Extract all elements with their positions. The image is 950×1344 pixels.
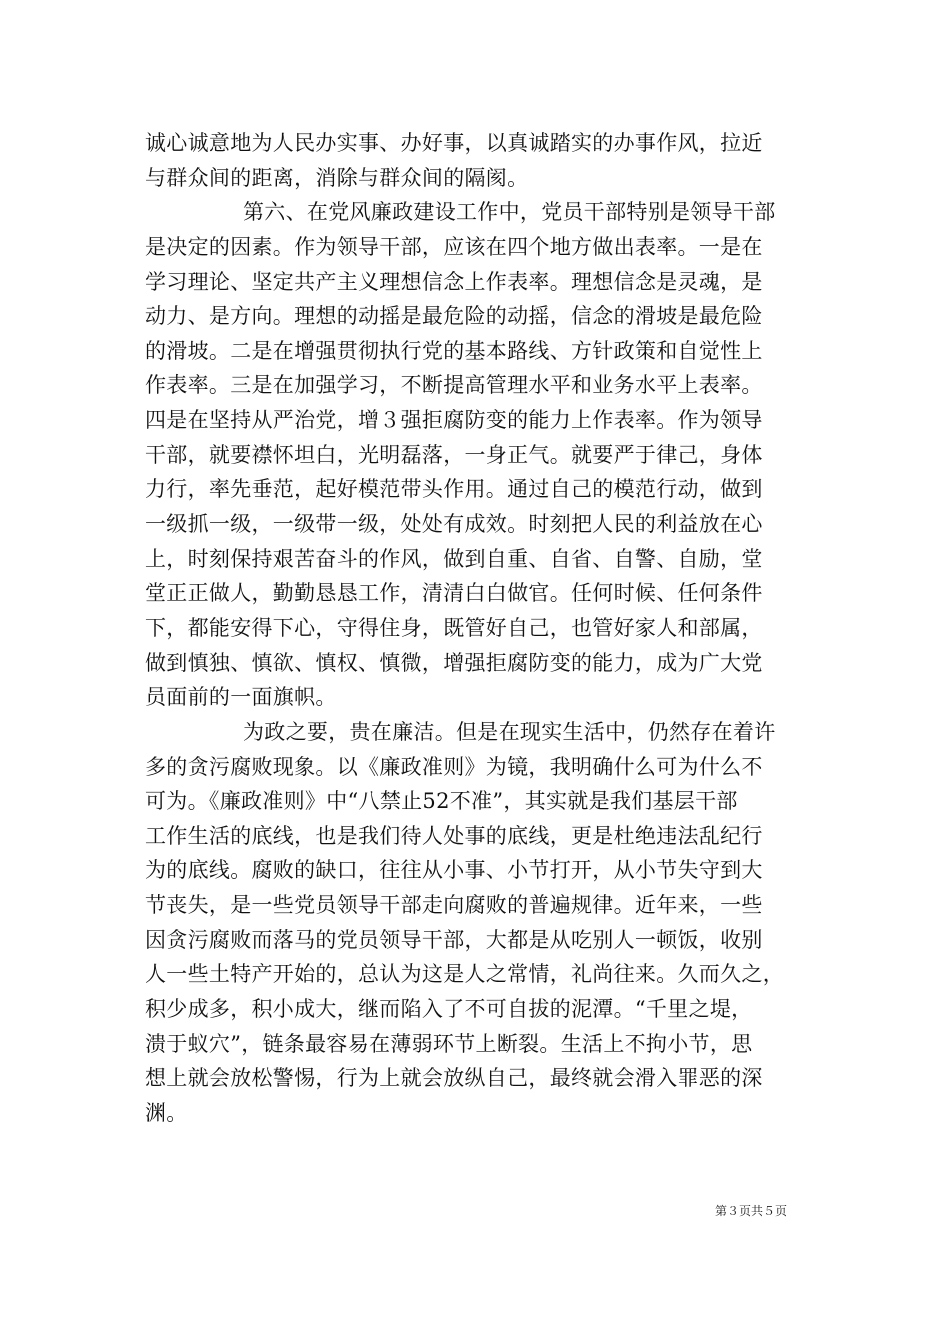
- text-line: 的滑坡。二是在增强贯彻执行党的基本路线、方针政策和自觉性上: [145, 338, 763, 363]
- text-line: 积少成多，积小成大，继而陷入了不可自拔的泥潭。“千里之堤，: [145, 997, 753, 1022]
- text-line: 一级抓一级，一级带一级，处处有成效。时刻把人民的利益放在心: [145, 512, 763, 537]
- text-line: 诚心诚意地为人民办实事、办好事，以真诚踏实的办事作风，拉近: [145, 131, 763, 155]
- text-line: 作表率。三是在加强学习，不断提高管理水平和业务水平上表率。: [145, 373, 763, 398]
- text-line: 工作生活的底线，也是我们待人处事的底线，更是杜绝违法乱纪行: [145, 823, 763, 848]
- body-text: [145, 126, 805, 1131]
- text-line: 做到慎独、慎欲、慎权、慎微，增强拒腐防变的能力，成为广大党: [145, 650, 763, 675]
- text-line: 溃于蚁穴”，链条最容易在薄弱环节上断裂。生活上不拘小节，思: [145, 1031, 753, 1056]
- text-line: 多的贪污腐败现象。以《廉政准则》为镜，我明确什么可为什么不: [145, 754, 763, 779]
- text-line: 人一些土特产开始的，总认为这是人之常情，礼尚往来。久而久之，: [145, 962, 784, 987]
- text-line: 学习理论、坚定共产主义理想信念上作表率。理想信念是灵魂，是: [145, 269, 763, 294]
- text-line: 动力、是方向。理想的动摇是最危险的动摇，信念的滑坡是最危险: [145, 304, 763, 329]
- text-line: 员面前的一面旗帜。: [145, 685, 337, 710]
- text-line: 干部，就要襟怀坦白，光明磊落，一身正气。就要严于律己，身体: [145, 442, 763, 467]
- text-line: 因贪污腐败而落马的党员领导干部，大都是从吃别人一顿饭，收别: [145, 927, 763, 952]
- text-line: 四是在坚持从严治党，增３强拒腐防变的能力上作表率。作为领导: [145, 408, 763, 433]
- page-number-footer: 第３页共５页: [715, 1204, 788, 1218]
- text-line: 与群众间的距离，消除与群众间的隔阂。: [145, 165, 529, 190]
- text-line: 力行，率先垂范，起好模范带头作用。通过自己的模范行动，做到: [145, 477, 763, 502]
- text-line: 上，时刻保持艰苦奋斗的作风，做到自重、自省、自警、自励，堂: [145, 546, 763, 571]
- text-line: 是决定的因素。作为领导干部，应该在四个地方做出表率。一是在: [145, 234, 763, 259]
- text-line: 堂正正做人，勤勤恳恳工作，清清白白做官。任何时候、任何条件: [145, 581, 763, 606]
- text-line: 想上就会放松警惕，行为上就会放纵自己，最终就会滑入罪恶的深: [145, 1066, 763, 1091]
- text-line: 可为。《廉政准则》中“八禁止52不准”，其实就是我们基层干部: [145, 789, 738, 814]
- paragraph-start-line: 为政之要，贵在廉洁。但是在现实生活中，仍然存在着许: [243, 719, 776, 744]
- text-line: 为的底线。腐败的缺口，往往从小事、小节打开，从小节失守到大: [145, 858, 763, 883]
- paragraph-start-line: 第六、在党风廉政建设工作中，党员干部特别是领导干部: [243, 200, 776, 225]
- text-line: 渊。: [145, 1100, 188, 1125]
- text-line: 节丧失，是一些党员领导干部走向腐败的普遍规律。近年来，一些: [145, 893, 763, 918]
- text-line: 下，都能安得下心，守得住身，既管好自己，也管好家人和部属，: [145, 615, 763, 640]
